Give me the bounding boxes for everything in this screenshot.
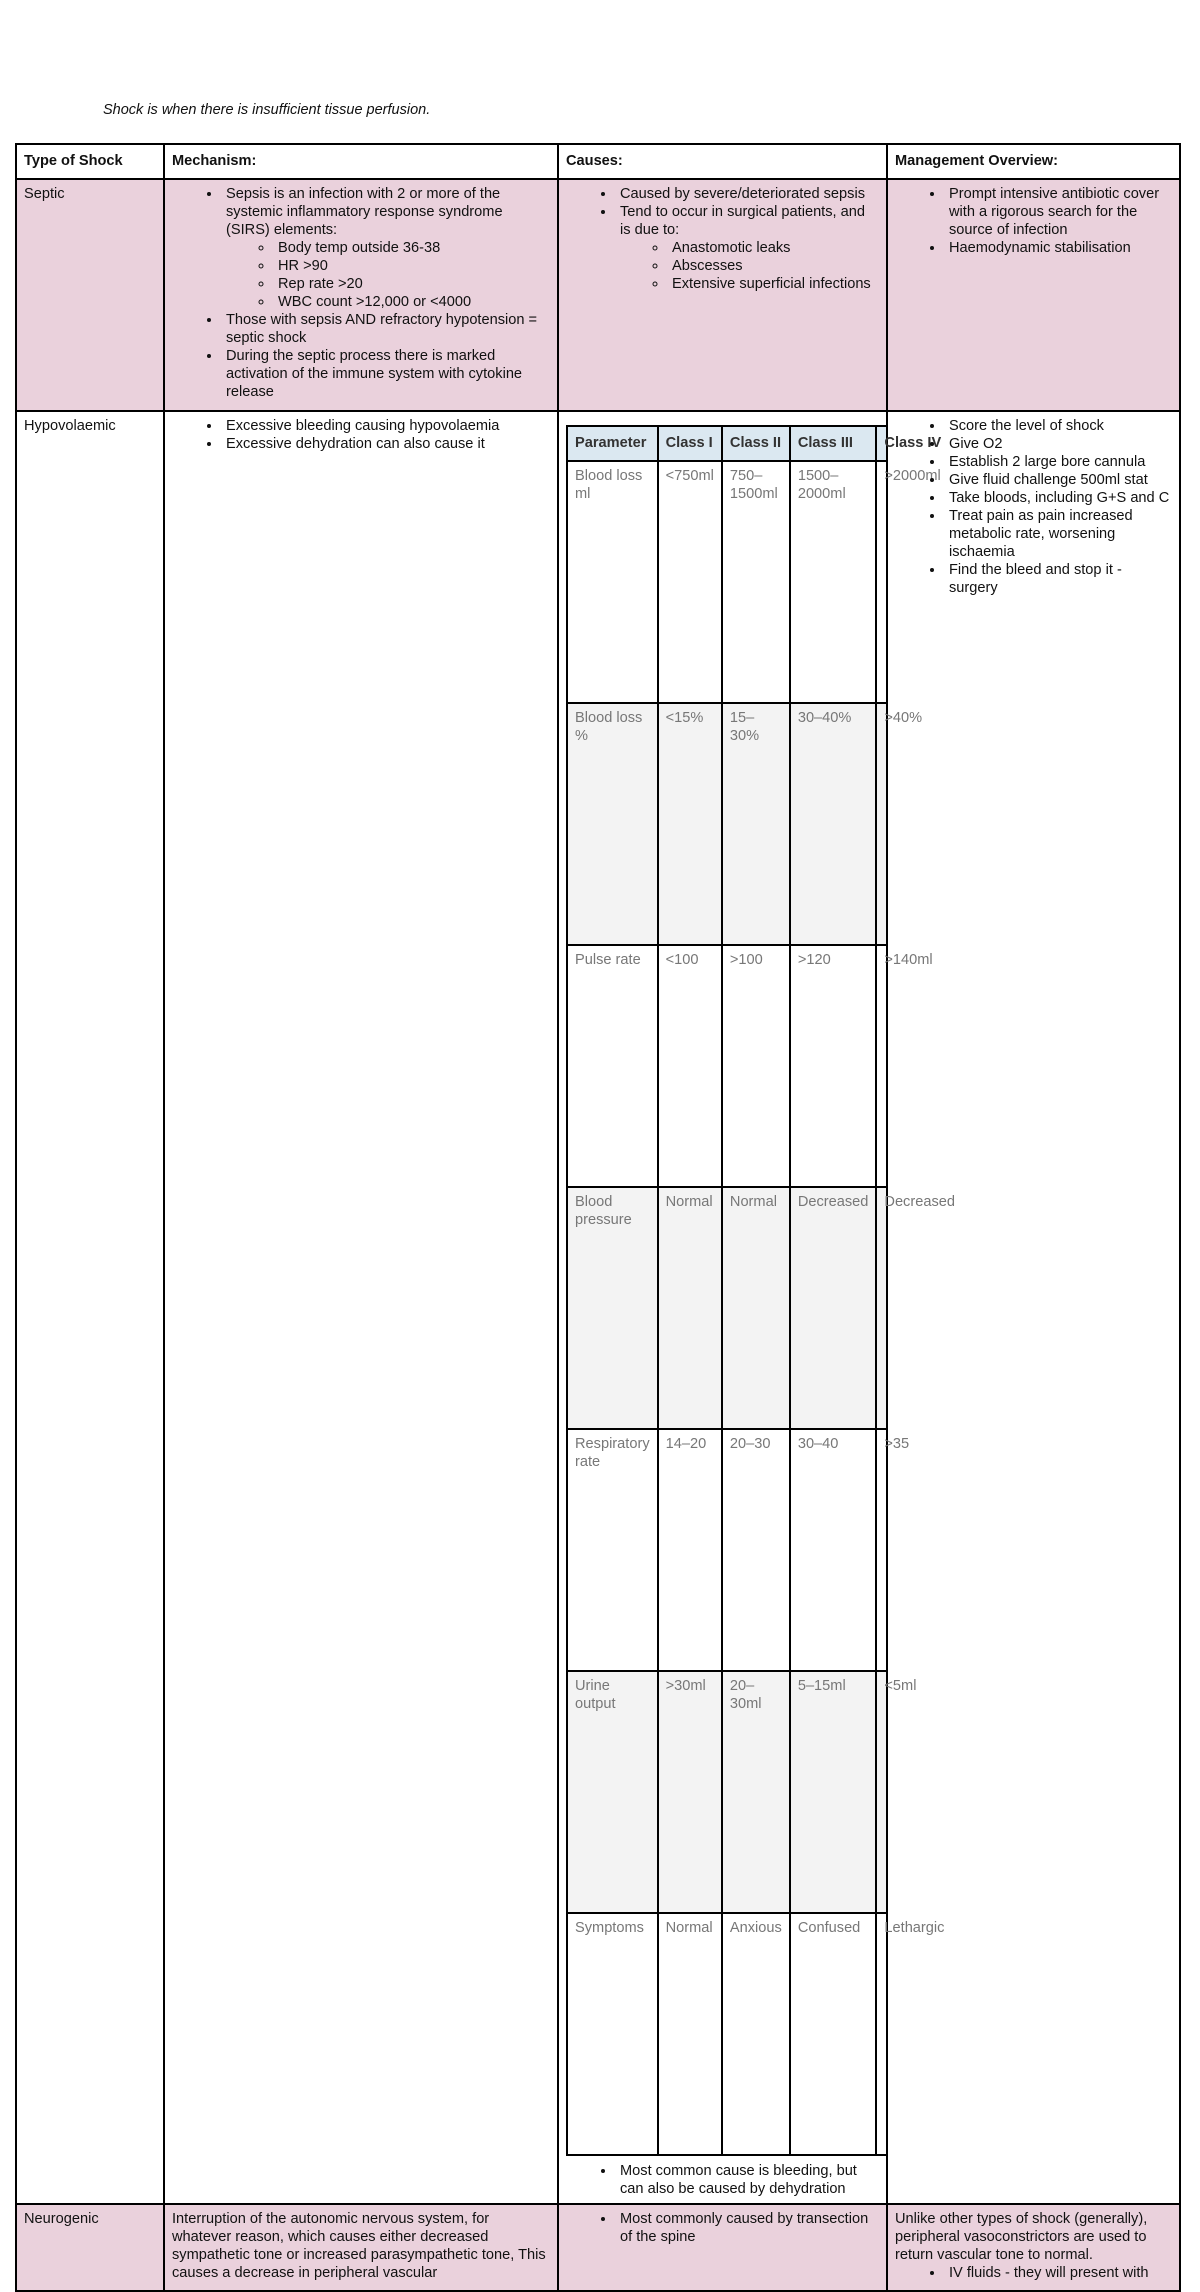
- embedded-cell: Blood loss %: [567, 703, 658, 945]
- list-item: • Take bloods, including G+S and C: [945, 489, 1172, 507]
- list-item: • Give O2: [945, 435, 1172, 453]
- embedded-cell: Blood loss ml: [567, 461, 658, 703]
- management-clip: [895, 2210, 1172, 2282]
- causes-list: [566, 185, 879, 293]
- management-cell: [887, 2204, 1180, 2291]
- embedded-cell: Blood pressure: [567, 1187, 658, 1429]
- mechanism-list: [172, 185, 550, 401]
- embedded-cell: <15%: [658, 703, 722, 945]
- embedded-cell: <5ml: [876, 1671, 963, 1913]
- sub-list-item: ◦ Abscesses: [668, 257, 879, 275]
- embedded-cell: 15–30%: [722, 703, 790, 945]
- causes-list: [566, 2210, 879, 2246]
- list-item: • Treat pain as pain increased metabolic rate, worsening ischaemia: [945, 507, 1172, 561]
- embedded-header: Class IV: [876, 426, 963, 461]
- causes-cell: [558, 179, 887, 411]
- sub-list-item: ◦ Body temp outside 36-38: [274, 239, 550, 257]
- sub-list-item: ◦ Anastomotic leaks: [668, 239, 879, 257]
- list-item: • Give fluid challenge 500ml stat: [945, 471, 1172, 489]
- embedded-cell: Respiratory rate: [567, 1429, 658, 1671]
- embedded-cell: Pulse rate: [567, 945, 658, 1187]
- embedded-cell: 20–30: [722, 1429, 790, 1671]
- embedded-cell: <100: [658, 945, 722, 1187]
- embedded-cell: Confused: [790, 1913, 877, 2155]
- header-row: [16, 144, 1180, 179]
- embedded-cell: Lethargic: [876, 1913, 963, 2155]
- embedded-header: Class I: [658, 426, 722, 461]
- embedded-cell: Decreased: [876, 1187, 963, 1429]
- sub-list-item: ◦ HR >90: [274, 257, 550, 275]
- list-item: • Excessive dehydration can also cause it: [222, 435, 550, 453]
- type-cell: Hypovolaemic: [16, 411, 164, 2204]
- mechanism-cell: [164, 411, 558, 2204]
- embedded-header: Class II: [722, 426, 790, 461]
- embedded-cell: Symptoms: [567, 1913, 658, 2155]
- embedded-header: Class III: [790, 426, 877, 461]
- list-item: [222, 185, 550, 311]
- list-item: • Caused by severe/deteriorated sepsis: [616, 185, 879, 203]
- sub-list: [620, 239, 879, 293]
- embedded-cell: Urine output: [567, 1671, 658, 1913]
- header-type: Type of Shock: [16, 144, 164, 179]
- management-list: [895, 185, 1172, 257]
- mechanism-list: [172, 417, 550, 453]
- shock-table: [15, 143, 1181, 2292]
- table-row-neurogenic: [16, 2204, 1180, 2291]
- list-item: • Find the bleed and stop it - surgery: [945, 561, 1172, 597]
- list-item: • Those with sepsis AND refractory hypotension = septic shock: [222, 311, 550, 347]
- intro-text: Shock is when there is insufficient tissue perfusion.: [103, 102, 431, 118]
- causes-cell: [558, 2204, 887, 2291]
- table-row-hypovolaemic: [16, 411, 1180, 2204]
- sub-list-item: ◦ WBC count >12,000 or <4000: [274, 293, 550, 311]
- embedded-cell: 30–40: [790, 1429, 877, 1671]
- embedded-cell: <750ml: [658, 461, 722, 703]
- mechanism-cell: [164, 2204, 558, 2291]
- embedded-cell: Anxious: [722, 1913, 790, 2155]
- embedded-cell: 30–40%: [790, 703, 877, 945]
- embedded-cell: >140ml: [876, 945, 963, 1187]
- embedded-cell: 20–30ml: [722, 1671, 790, 1913]
- management-cell: [887, 179, 1180, 411]
- type-cell: Septic: [16, 179, 164, 411]
- causes-cell: [558, 411, 955, 2204]
- sub-list-item: ◦ Extensive superficial infections: [668, 275, 879, 293]
- embedded-cell: >2000ml: [876, 461, 963, 703]
- bullet-text: Sepsis is an infection with 2 or more of the systemic inflammatory response syndrome (SIRS) elements:: [226, 186, 503, 238]
- management-list: [895, 2264, 1172, 2282]
- list-item: • Establish 2 large bore cannula: [945, 453, 1172, 471]
- embedded-cell: 14–20: [658, 1429, 722, 1671]
- table-row-septic: [16, 179, 1180, 411]
- causes-list: [559, 2162, 886, 2198]
- mechanism-text: Interruption of the autonomic nervous system, for whatever reason, which causes either decreased sympathetic tone or increased parasympathetic tone, This causes a decrease in peripheral vascular: [172, 2211, 546, 2281]
- embedded-cell: Normal: [722, 1187, 790, 1429]
- embedded-cell: 5–15ml: [790, 1671, 877, 1913]
- embedded-cell: Normal: [658, 1187, 722, 1429]
- embedded-header: Parameter: [567, 426, 658, 461]
- embedded-cell: >100: [722, 945, 790, 1187]
- list-item: • Most commonly caused by transection of the spine: [616, 2210, 879, 2246]
- header-causes: Causes:: [558, 144, 887, 179]
- header-mechanism: Mechanism:: [164, 144, 558, 179]
- sub-list-item: ◦ Rep rate >20: [274, 275, 550, 293]
- list-item: • Most common cause is bleeding, but can also be caused by dehydration: [616, 2162, 879, 2198]
- list-item: • During the septic process there is marked activation of the immune system with cytokine release: [222, 347, 550, 401]
- list-item: • IV fluids - they will present with: [945, 2264, 1172, 2282]
- embedded-cell: 750–1500ml: [722, 461, 790, 703]
- bullet-text: Tend to occur in surgical patients, and is due to:: [620, 204, 865, 238]
- embedded-cell: Decreased: [790, 1187, 877, 1429]
- type-cell: Neurogenic: [16, 2204, 164, 2291]
- embedded-cell: >120: [790, 945, 877, 1187]
- header-management: Management Overview:: [887, 144, 1180, 179]
- sub-list: [226, 239, 550, 311]
- list-item: • Score the level of shock: [945, 417, 1172, 435]
- list-item: • Excessive bleeding causing hypovolaemia: [222, 417, 550, 435]
- embedded-cell: Normal: [658, 1913, 722, 2155]
- embedded-cell: >40%: [876, 703, 963, 945]
- management-text: Unlike other types of shock (generally), peripheral vasoconstrictors are used to return vascular tone to normal.: [895, 2211, 1148, 2263]
- list-item: • Prompt intensive antibiotic cover with a rigorous search for the source of infection: [945, 185, 1172, 239]
- embedded-cell: 1500–2000ml: [790, 461, 877, 703]
- mechanism-cell: [164, 179, 558, 411]
- embedded-cell: >30ml: [658, 1671, 722, 1913]
- list-item: • Haemodynamic stabilisation: [945, 239, 1172, 257]
- list-item: [616, 203, 879, 293]
- embedded-cell: >35: [876, 1429, 963, 1671]
